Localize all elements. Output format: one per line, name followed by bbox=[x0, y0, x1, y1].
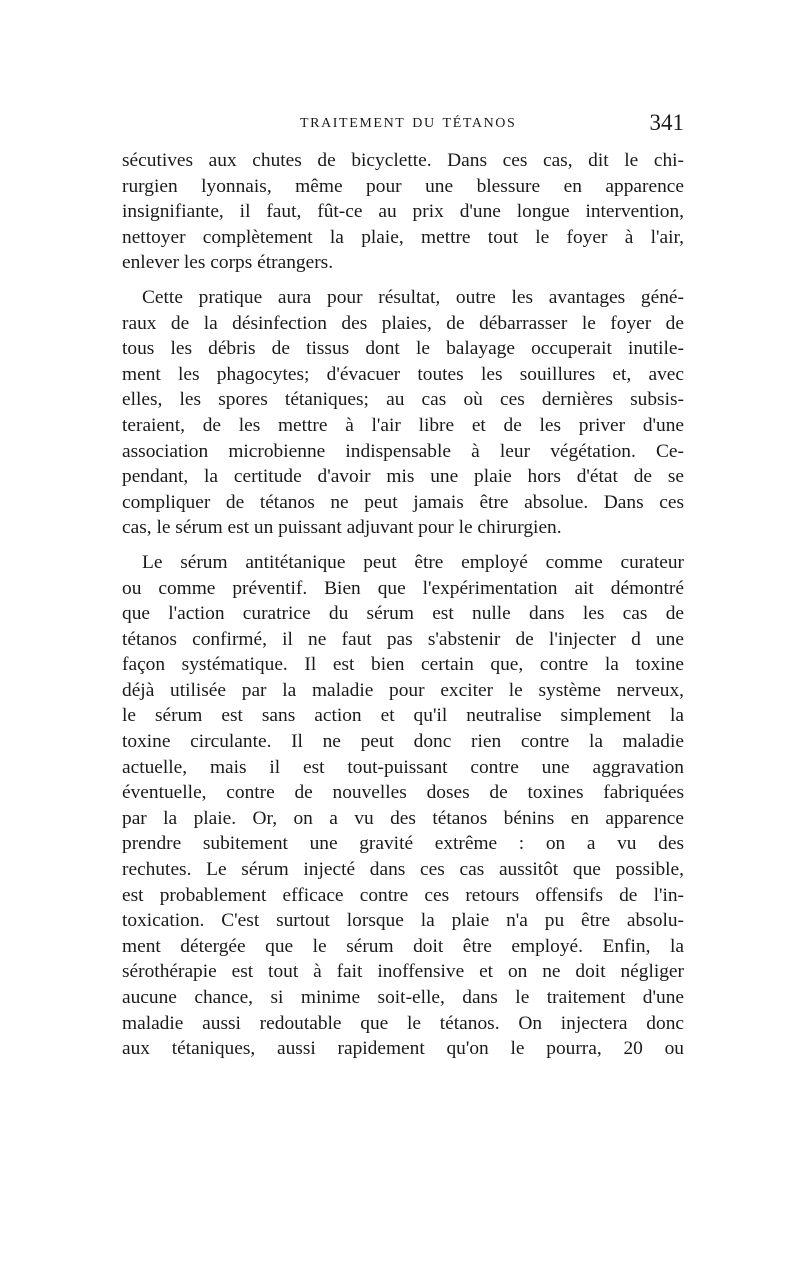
text-line: Cette pratique aura pour résultat, outre les avantages géné- bbox=[142, 286, 684, 308]
text-line: ou comme préventif. Bien que l'expérimentation ait démontré bbox=[122, 577, 684, 599]
text-line: nettoyer complètement la plaie, mettre tout le foyer à l'air, bbox=[122, 226, 684, 248]
running-title: TRAITEMENT DU TÉTANOS bbox=[300, 116, 517, 131]
paragraph-3 bbox=[122, 550, 684, 1062]
page-number: 341 bbox=[649, 110, 684, 135]
text-line: enlever les corps étrangers. bbox=[122, 252, 334, 274]
text-line: sécutives aux chutes de bicyclette. Dans ces cas, dit le chi- bbox=[122, 150, 684, 171]
paragraph-2 bbox=[122, 285, 684, 541]
text-line: maladie aussi redoutable que le tétanos. On injectera donc bbox=[122, 1012, 684, 1034]
paragraph-1 bbox=[122, 148, 684, 276]
text-line: par la plaie. Or, on a vu des tétanos bénins en apparence bbox=[122, 807, 684, 829]
text-line: que l'action curatrice du sérum est nulle dans les cas de bbox=[122, 603, 684, 625]
text-line: compliquer de tétanos ne peut jamais être absolue. Dans ces bbox=[122, 491, 684, 513]
text-line: le sérum est sans action et qu'il neutralise simplement la bbox=[122, 705, 684, 727]
text-line: ment les phagocytes; d'évacuer toutes les souillures et, avec bbox=[122, 363, 684, 385]
text-line: déjà utilisée par la maladie pour exciter le système nerveux, bbox=[122, 679, 684, 701]
text-line: pendant, la certitude d'avoir mis une plaie hors d'état de se bbox=[122, 466, 684, 488]
text-line: ment détergée que le sérum doit être employé. Enfin, la bbox=[122, 935, 684, 957]
text-line: actuelle, mais il est tout-puissant contre une aggravation bbox=[122, 756, 684, 778]
text-line: tétanos confirmé, il ne faut pas s'abstenir de l'injecter d une bbox=[122, 628, 684, 650]
text-line: elles, les spores tétaniques; au cas où ces dernières subsis- bbox=[122, 389, 684, 411]
text-line: aux tétaniques, aussi rapidement qu'on le pourra, 20 ou bbox=[122, 1038, 684, 1060]
text-line: rechutes. Le sérum injecté dans ces cas aussitôt que possible, bbox=[122, 859, 684, 881]
running-head bbox=[122, 108, 684, 148]
text-line: prendre subitement une gravité extrême : on a vu des bbox=[122, 833, 684, 855]
book-page bbox=[122, 108, 684, 1062]
text-line: cas, le sérum est un puissant adjuvant pour le chirurgien. bbox=[122, 517, 562, 539]
text-line: est probablement efficace contre ces retours offensifs de l'in- bbox=[122, 884, 684, 906]
text-line: tous les débris de tissus dont le balayage occuperait inutile- bbox=[122, 338, 684, 360]
text-line: éventuelle, contre de nouvelles doses de toxines fabriquées bbox=[122, 782, 684, 804]
text-line: insignifiante, il faut, fût-ce au prix d'une longue intervention, bbox=[122, 201, 684, 223]
text-line: rurgien lyonnais, même pour une blessure en apparence bbox=[122, 175, 684, 197]
text-line: façon systématique. Il est bien certain que, contre la toxine bbox=[122, 654, 684, 676]
text-line: Le sérum antitétanique peut être employé comme curateur bbox=[142, 551, 684, 573]
text-line: toxication. C'est surtout lorsque la plaie n'a pu être absolu- bbox=[122, 910, 684, 932]
text-line: teraient, de les mettre à l'air libre et de les priver d'une bbox=[122, 414, 684, 436]
text-line: toxine circulante. Il ne peut donc rien contre la maladie bbox=[122, 731, 684, 753]
text-line: raux de la désinfection des plaies, de débarrasser le foyer de bbox=[122, 312, 684, 334]
text-line: association microbienne indispensable à leur végétation. Ce- bbox=[122, 440, 684, 462]
text-line: sérothérapie est tout à fait inoffensive et on ne doit négliger bbox=[122, 961, 684, 983]
text-line: aucune chance, si minime soit-elle, dans le traitement d'une bbox=[122, 987, 684, 1008]
